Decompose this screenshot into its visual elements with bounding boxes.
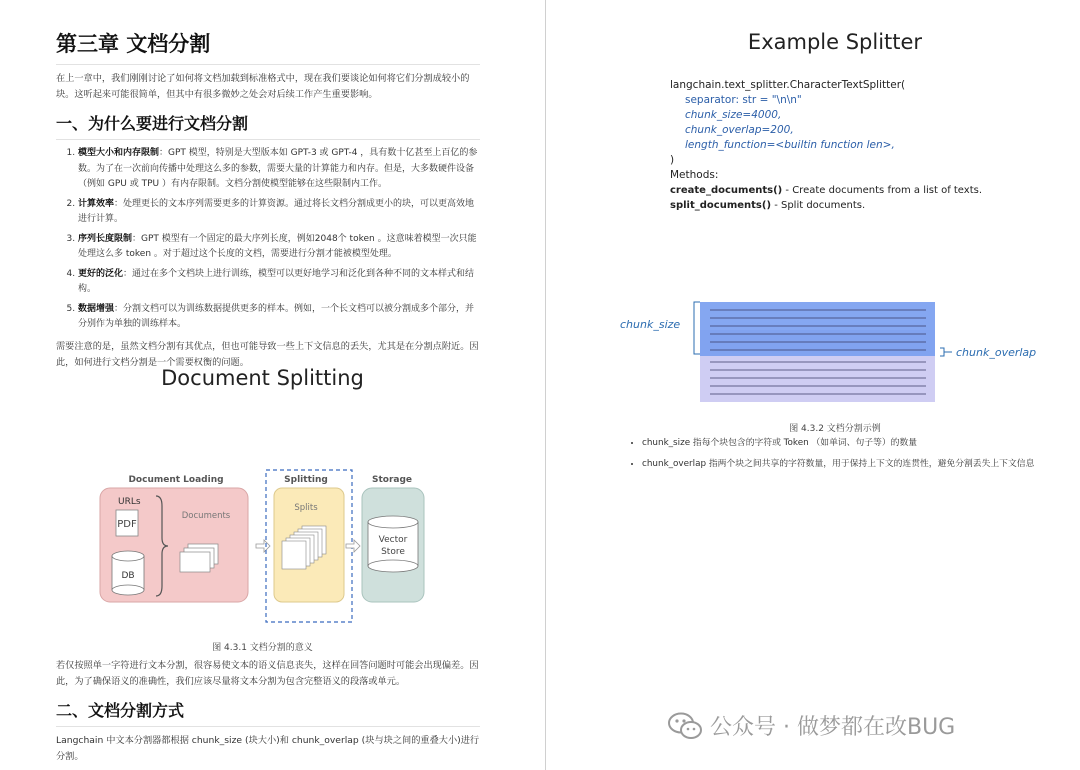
code-line-constructor: langchain.text_splitter.CharacterTextSplitter( bbox=[670, 79, 906, 91]
chunk-overlap-bracket-icon bbox=[940, 348, 952, 356]
chapter-title: 第三章 文档分割 bbox=[56, 28, 480, 65]
parameter-bullets bbox=[624, 436, 1042, 472]
method-split-documents: split_documents() - Split documents. bbox=[670, 200, 866, 211]
label-storage: Storage bbox=[371, 475, 413, 485]
list-item: 3. 序列长度限制：GPT 模型有一个固定的最大序列长度，例如2048个 token 。这意味着模型一次只能处理这么多 token 。对于超过这个长度的文档，需要进行分割才能被模型处理。 bbox=[78, 232, 480, 263]
label-splitting: Splitting bbox=[284, 475, 328, 485]
section2-paragraph: Langchain 中文本分割器都根据 chunk_size (块大小)和 chunk_overlap (块与块之间的重叠大小)进行分割。 bbox=[56, 735, 480, 762]
code-line-length-function: length_function=<builtin function len>, bbox=[685, 139, 895, 151]
list-item: • chunk_size 指每个块包含的字符或 Token （如单词、句子等）的数量 bbox=[642, 436, 1042, 451]
watermark-text: 公众号 · 做梦都在改BUG bbox=[710, 715, 956, 740]
section-title-split-methods: 二、文档分割方式 bbox=[56, 698, 480, 727]
arrow-icon bbox=[256, 540, 270, 552]
arrow-icon bbox=[346, 540, 360, 552]
list-item: 1. 模型大小和内存限制：GPT 模型，特别是大型版本如 GPT-3 或 GPT-4 ，具有数十亿甚至上百亿的参数。为了在一次前向传播中处理这么多的参数，需要大量的计算能力和内存。但是，大多数硬件设备（例如 GPU 或 TPU ）有内存限制。文档分割使模型能够在这些限制内工作。 bbox=[78, 146, 480, 193]
reasons-list bbox=[56, 146, 480, 333]
page-divider bbox=[545, 0, 546, 770]
documents-stack-icon bbox=[180, 544, 218, 572]
right-page bbox=[550, 0, 1080, 770]
list-item: 4. 更好的泛化：通过在多个文档块上进行训练，模型可以更好地学习和泛化到各种不同的文本样式和结构。 bbox=[78, 267, 480, 298]
document-splitting-diagram bbox=[98, 466, 438, 626]
chunk-overlap-diagram bbox=[550, 296, 1080, 416]
chunk-size-label: chunk_size bbox=[620, 318, 681, 331]
section-title-why-split: 一、为什么要进行文档分割 bbox=[56, 111, 480, 140]
list-item: • chunk_overlap 指两个块之间共享的字符数量，用于保持上下文的连贯性，避免分割丢失上下文信息 bbox=[642, 457, 1042, 472]
figure-title-document-splitting: Document Splitting bbox=[161, 366, 364, 390]
code-line-methods: Methods: bbox=[670, 169, 719, 181]
code-line-chunk-size: chunk_size=4000, bbox=[685, 109, 782, 121]
label-document-loading: Document Loading bbox=[128, 475, 224, 485]
urls-label: URLs bbox=[118, 497, 141, 507]
code-line-chunk-overlap: chunk_overlap=200, bbox=[685, 124, 794, 136]
chunk-size-brace-icon bbox=[694, 302, 700, 354]
pdf-label: PDF bbox=[117, 519, 137, 530]
code-line-close: ) bbox=[670, 154, 675, 166]
documents-label: Documents bbox=[181, 511, 231, 521]
wechat-icon bbox=[668, 712, 702, 740]
method-create-documents: create_documents() - Create documents from a list of texts. bbox=[670, 185, 983, 196]
chunk-overlap-label: chunk_overlap bbox=[956, 346, 1037, 359]
db-label: DB bbox=[121, 571, 135, 581]
figure-caption-2: 图 4.3.2 文档分割示例 bbox=[789, 424, 881, 434]
splits-label: Splits bbox=[294, 503, 318, 513]
list-item: 2. 计算效率：处理更长的文本序列需要更多的计算资源。通过将长文档分割成更小的块，可以更高效地进行计算。 bbox=[78, 197, 480, 228]
paragraph-after-figure: 若仅按照单一字符进行文本分割，很容易使文本的语义信息丧失，这样在回答问题时可能会出现偏差。因此，为了确保语义的准确性，我们应该尽量将文本分割为包含完整语义的段落或单元。 bbox=[56, 660, 479, 687]
figure-caption-1: 图 4.3.1 文档分割的意义 bbox=[212, 643, 313, 653]
code-line-separator: separator: str = "\n\n" bbox=[685, 94, 802, 106]
left-page-bottom bbox=[56, 658, 480, 765]
vector-store-label-line1: Vector bbox=[378, 535, 408, 545]
watermark bbox=[668, 710, 955, 741]
note-paragraph: 需要注意的是，虽然文档分割有其优点，但也可能导致一些上下文信息的丢失，尤其是在分割点附近。因此，如何进行文档分割是一个需要权衡的问题。 bbox=[56, 340, 479, 368]
list-item: 5. 数据增强：分割文档可以为训练数据提供更多的样本。例如，一个长文档可以被分割成多个部分，并分别作为单独的训练样本。 bbox=[78, 302, 480, 333]
code-block bbox=[670, 78, 982, 213]
intro-paragraph: 在上一章中，我们刚刚讨论了如何将文档加载到标准格式中，现在我们要谈论如何将它们分割成较小的块。这听起来可能很简单，但其中有很多微妙之处会对后续工作产生重要影响。 bbox=[56, 73, 470, 100]
example-splitter-title: Example Splitter bbox=[747, 30, 923, 54]
vector-store-label-line2: Store bbox=[381, 547, 405, 557]
